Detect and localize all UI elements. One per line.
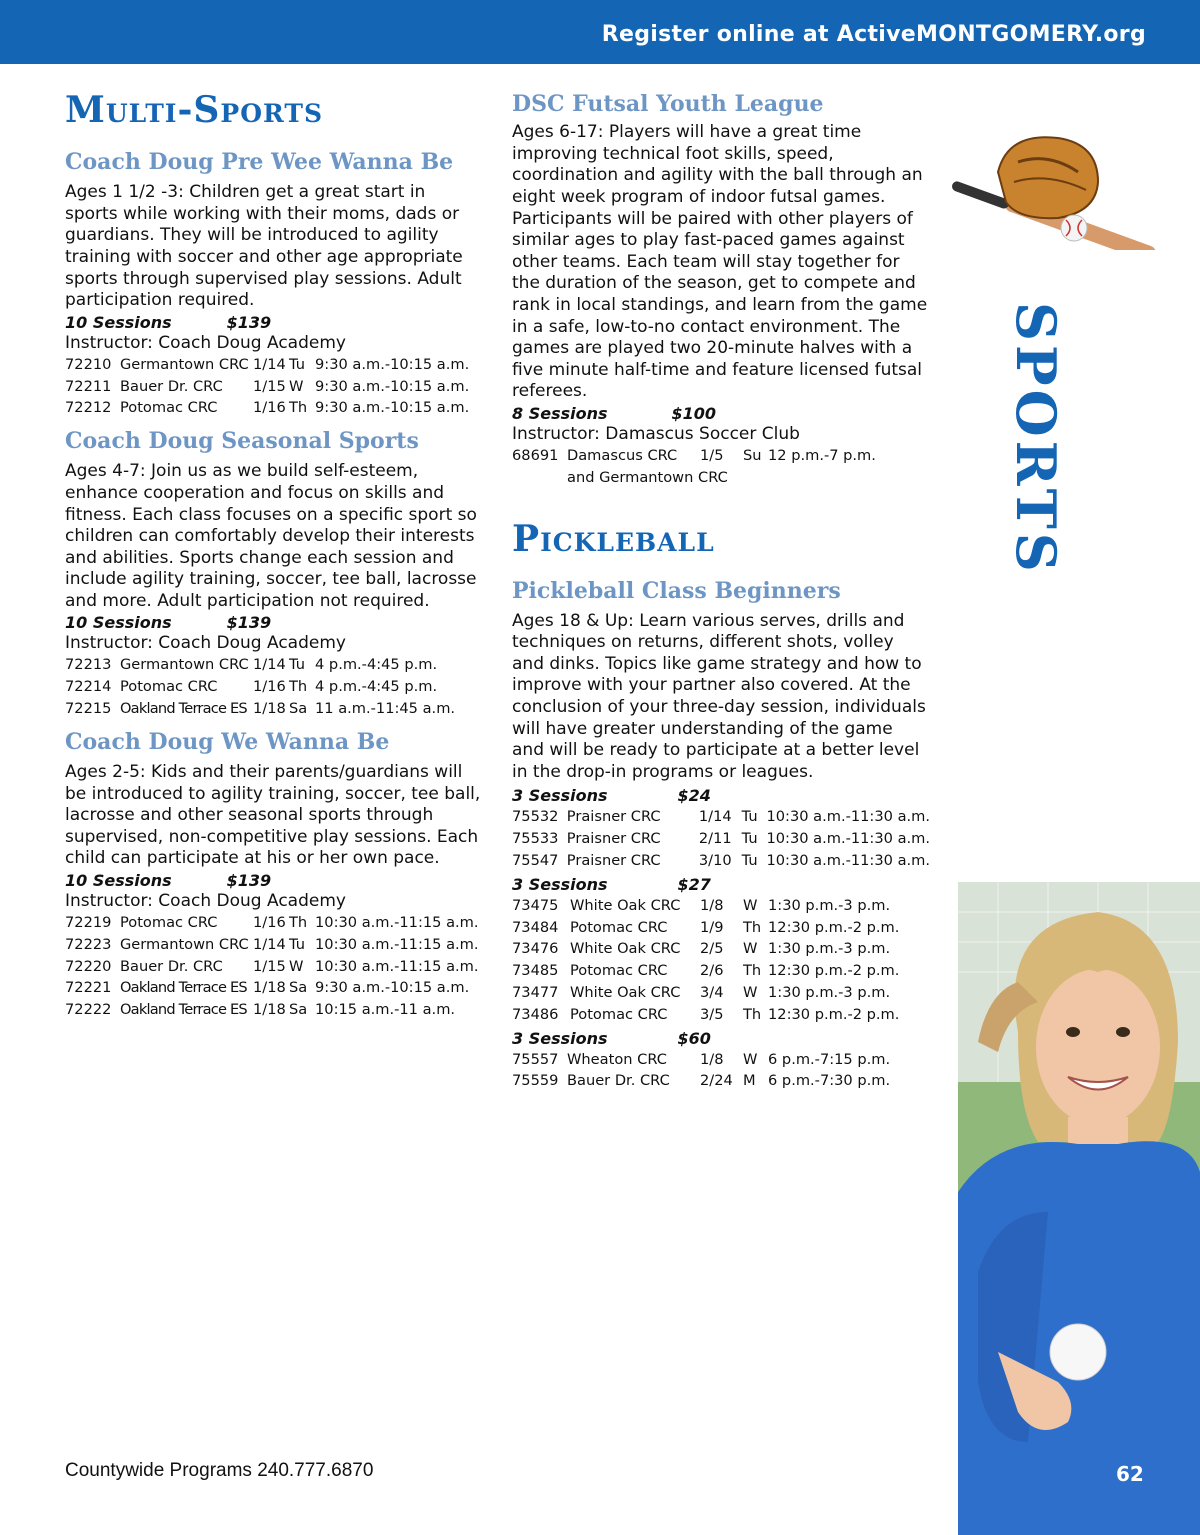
price: $100 bbox=[671, 403, 717, 423]
time: 1:30 p.m.-3 p.m. bbox=[768, 896, 891, 914]
table-row[interactable] bbox=[512, 850, 930, 872]
location: Bauer Dr. CRC bbox=[120, 377, 223, 395]
start-date: 1/14 bbox=[253, 656, 286, 674]
location: Praisner CRC bbox=[566, 852, 661, 870]
table-row[interactable] bbox=[512, 917, 899, 939]
schedule-table bbox=[512, 895, 899, 1026]
day: Tu bbox=[289, 656, 305, 674]
start-date: 1/16 bbox=[253, 678, 286, 696]
program-seasonal-sports bbox=[65, 429, 483, 720]
session-price-line bbox=[512, 785, 930, 806]
course-number: 72210 bbox=[65, 355, 112, 373]
start-date: 2/11 bbox=[698, 830, 732, 848]
location: Potomac CRC bbox=[120, 914, 218, 932]
start-date: 1/18 bbox=[253, 700, 286, 718]
session-count: 3 Sessions bbox=[512, 786, 608, 806]
day: M bbox=[743, 1072, 756, 1090]
start-date: 1/15 bbox=[253, 377, 286, 395]
course-number: 73484 bbox=[512, 918, 559, 936]
day: Th bbox=[743, 1005, 762, 1023]
session-price-line bbox=[65, 612, 483, 633]
course-number: 75532 bbox=[512, 808, 559, 826]
start-date: 1/5 bbox=[700, 446, 724, 464]
table-row[interactable] bbox=[512, 828, 930, 850]
location: Damascus CRC bbox=[567, 446, 678, 464]
futsal-pickleball-column bbox=[512, 92, 930, 1092]
day: Tu bbox=[741, 852, 758, 870]
session-count: 10 Sessions bbox=[65, 613, 172, 633]
day: Th bbox=[289, 914, 308, 932]
table-row[interactable] bbox=[512, 895, 899, 917]
side-label-text: SPORTS bbox=[1004, 302, 1068, 576]
time: 10:30 a.m.-11:15 a.m. bbox=[315, 914, 479, 932]
start-date: 1/8 bbox=[700, 1050, 724, 1068]
table-row[interactable] bbox=[512, 1070, 890, 1092]
schedule-table bbox=[512, 1049, 890, 1093]
program-title: DSC Futsal Youth League bbox=[512, 91, 824, 117]
table-row[interactable] bbox=[512, 1004, 899, 1026]
table-row[interactable] bbox=[512, 960, 899, 982]
location: White Oak CRC bbox=[570, 896, 681, 914]
course-number: 72214 bbox=[65, 678, 112, 696]
time: 12 p.m.-7 p.m. bbox=[768, 446, 876, 464]
course-number: 72213 bbox=[65, 656, 112, 674]
course-number: 73486 bbox=[512, 1005, 559, 1023]
pickleball-section bbox=[512, 517, 930, 1093]
instructor: Instructor: Coach Doug Academy bbox=[65, 332, 346, 353]
session-price-line bbox=[65, 870, 483, 891]
time: 12:30 p.m.-2 p.m. bbox=[768, 1005, 900, 1023]
header-bar bbox=[0, 0, 1200, 64]
start-date: 1/8 bbox=[700, 896, 724, 914]
program-title: Coach Doug Seasonal Sports bbox=[65, 428, 419, 455]
schedule-table bbox=[65, 654, 455, 719]
program-futsal bbox=[512, 92, 930, 489]
price: $139 bbox=[226, 613, 272, 633]
schedule-table bbox=[512, 445, 876, 489]
session-count: 10 Sessions bbox=[65, 312, 172, 332]
location: Potomac CRC bbox=[120, 678, 218, 696]
course-number: 73475 bbox=[512, 896, 559, 914]
table-row[interactable] bbox=[512, 1049, 890, 1071]
day: Sa bbox=[289, 1001, 308, 1019]
location: Germantown CRC bbox=[120, 656, 249, 674]
start-date: 1/18 bbox=[253, 979, 286, 997]
time: 1:30 p.m.-3 p.m. bbox=[768, 984, 891, 1002]
register-link[interactable]: Register online at ActiveMONTGOMERY.org bbox=[601, 22, 1146, 47]
instructor: Instructor: Coach Doug Academy bbox=[65, 891, 346, 912]
day: Tu bbox=[741, 830, 758, 848]
course-number: 75559 bbox=[512, 1072, 559, 1090]
location-continuation: and Germantown CRC bbox=[567, 468, 728, 486]
location: Potomac CRC bbox=[570, 1005, 668, 1023]
day: Tu bbox=[289, 355, 305, 373]
course-number: 73477 bbox=[512, 984, 559, 1002]
location: Potomac CRC bbox=[120, 399, 218, 417]
time: 9:30 a.m.-10:15 a.m. bbox=[315, 355, 470, 373]
table-row[interactable] bbox=[65, 977, 479, 999]
program-title: Pickleball Class Beginners bbox=[512, 577, 841, 604]
program-description: Ages 6-17: Players will have a great time improving technical foot skills, speed, coordination and agility with the ball through an eight week program of indoor futsal games. Participants will be paired with other players of similar ages to play fast-paced games against other teams. Each team will stay together for the duration of the season, get to compete and rank in local standings, and learn from the game in a safe, low-to-no contact environment. The games are played two 20-minute halves with a five minute half-time and feature licensed futsal referees. bbox=[512, 122, 928, 402]
time: 10:30 a.m.-11:15 a.m. bbox=[315, 935, 479, 953]
program-title: Coach Doug We Wanna Be bbox=[65, 728, 390, 755]
day: W bbox=[743, 940, 758, 958]
session-price-line bbox=[65, 312, 483, 333]
time: 10:30 a.m.-11:30 a.m. bbox=[766, 808, 930, 826]
start-date: 3/10 bbox=[698, 852, 732, 870]
location: Bauer Dr. CRC bbox=[120, 957, 223, 975]
instructor: Instructor: Coach Doug Academy bbox=[65, 633, 346, 654]
location: Praisner CRC bbox=[566, 808, 661, 826]
footer-contact: Countywide Programs 240.777.6870 bbox=[65, 1460, 374, 1481]
table-row[interactable] bbox=[65, 934, 479, 956]
multi-sports-column bbox=[65, 89, 483, 1021]
time: 1:30 p.m.-3 p.m. bbox=[768, 940, 891, 958]
table-row[interactable] bbox=[65, 676, 455, 698]
day: W bbox=[743, 896, 758, 914]
table-row[interactable] bbox=[512, 938, 899, 960]
session-count: 3 Sessions bbox=[512, 1028, 608, 1048]
time: 10:30 a.m.-11:15 a.m. bbox=[315, 957, 479, 975]
table-row[interactable] bbox=[65, 999, 479, 1021]
day: Tu bbox=[741, 808, 758, 826]
course-number: 68691 bbox=[512, 446, 559, 464]
day: W bbox=[743, 1050, 758, 1068]
time: 6 p.m.-7:15 p.m. bbox=[768, 1050, 891, 1068]
time: 6 p.m.-7:30 p.m. bbox=[768, 1072, 891, 1090]
price: $60 bbox=[677, 1028, 711, 1048]
course-number: 75557 bbox=[512, 1050, 559, 1068]
start-date: 3/5 bbox=[700, 1005, 724, 1023]
schedule-table bbox=[65, 912, 479, 1021]
course-number: 75533 bbox=[512, 830, 559, 848]
table-row[interactable] bbox=[65, 354, 469, 376]
course-number: 75547 bbox=[512, 852, 559, 870]
session-count: 8 Sessions bbox=[512, 403, 608, 423]
table-row[interactable] bbox=[512, 982, 899, 1004]
location: Praisner CRC bbox=[566, 830, 661, 848]
day: Th bbox=[743, 918, 762, 936]
start-date: 1/14 bbox=[698, 808, 732, 826]
day: Sa bbox=[289, 979, 308, 997]
table-row bbox=[512, 467, 876, 489]
start-date: 3/4 bbox=[700, 984, 724, 1002]
program-pre-wee bbox=[65, 150, 483, 419]
time: 10:30 a.m.-11:30 a.m. bbox=[766, 830, 930, 848]
location: Oakland Terrace ES bbox=[120, 979, 247, 997]
course-number: 72219 bbox=[65, 914, 112, 932]
day: W bbox=[743, 984, 758, 1002]
day: Th bbox=[289, 399, 308, 417]
location: Bauer Dr. CRC bbox=[567, 1072, 670, 1090]
day: Th bbox=[743, 962, 762, 980]
location: Oakland Terrace ES bbox=[120, 700, 247, 718]
location: Germantown CRC bbox=[120, 355, 249, 373]
price: $139 bbox=[226, 312, 272, 332]
location: White Oak CRC bbox=[570, 984, 681, 1002]
table-row[interactable] bbox=[65, 912, 479, 934]
page-number: 62 bbox=[1116, 1462, 1144, 1486]
program-description: Ages 18 & Up: Learn various serves, drills and techniques on returns, different shots, volley and dinks. Topics like game strategy and how to improve with your partner also covered. At the conclusion of your three-day session, individuals will have greater understanding of the game and will be ready to participate at a better level in the drop-in programs or leagues. bbox=[512, 610, 926, 782]
time: 9:30 a.m.-10:15 a.m. bbox=[315, 979, 470, 997]
start-date: 2/6 bbox=[700, 962, 724, 980]
location: Wheaton CRC bbox=[567, 1050, 667, 1068]
program-we-wanna-be bbox=[65, 730, 483, 1021]
start-date: 1/14 bbox=[253, 935, 286, 953]
location: Potomac CRC bbox=[570, 962, 668, 980]
start-date: 2/5 bbox=[700, 940, 724, 958]
time: 12:30 p.m.-2 p.m. bbox=[768, 962, 900, 980]
course-number: 72220 bbox=[65, 957, 112, 975]
time: 9:30 a.m.-10:15 a.m. bbox=[315, 399, 470, 417]
course-number: 72215 bbox=[65, 700, 112, 718]
table-row[interactable] bbox=[65, 376, 469, 398]
day: Su bbox=[743, 446, 762, 464]
table-row[interactable] bbox=[65, 654, 455, 676]
start-date: 2/24 bbox=[700, 1072, 733, 1090]
price: $139 bbox=[226, 871, 272, 891]
day: W bbox=[289, 377, 304, 395]
course-number: 72223 bbox=[65, 935, 112, 953]
section-title-pickleball: Pickleball bbox=[512, 517, 715, 560]
section-title-multi-sports: Multi-Sports bbox=[65, 89, 323, 131]
session-price-line bbox=[512, 874, 930, 895]
course-number: 73476 bbox=[512, 940, 559, 958]
table-row[interactable] bbox=[512, 445, 876, 467]
time: 12:30 p.m.-2 p.m. bbox=[768, 918, 900, 936]
day: Tu bbox=[289, 935, 305, 953]
location: Potomac CRC bbox=[570, 918, 668, 936]
session-count: 3 Sessions bbox=[512, 874, 608, 894]
course-number: 72211 bbox=[65, 377, 112, 395]
time: 4 p.m.-4:45 p.m. bbox=[315, 678, 438, 696]
session-price-line bbox=[512, 1028, 930, 1049]
day: Sa bbox=[289, 700, 308, 718]
course-number: 72212 bbox=[65, 399, 112, 417]
table-row[interactable] bbox=[65, 956, 479, 978]
start-date: 1/15 bbox=[253, 957, 286, 975]
location: White Oak CRC bbox=[570, 940, 681, 958]
table-row[interactable] bbox=[65, 397, 469, 419]
instructor: Instructor: Damascus Soccer Club bbox=[512, 423, 800, 444]
program-description: Ages 2-5: Kids and their parents/guardians will be introduced to agility training, soccer, tee ball, lacrosse and other seasonal sports through supervised, non-competitive play sessions. Each child can participate at his or her own pace. bbox=[65, 762, 481, 869]
program-description: Ages 4-7: Join us as we build self-esteem, enhance cooperation and focus on skills and fitness. Each class focuses on a specific sport so children can comfortably develop their interests and abilities. Sports change each session and include agility training, soccer, tee ball, lacrosse and more. Adult participation not required. bbox=[65, 461, 477, 611]
day: W bbox=[289, 957, 304, 975]
start-date: 1/16 bbox=[253, 914, 286, 932]
schedule-table bbox=[512, 806, 930, 871]
start-date: 1/14 bbox=[253, 355, 286, 373]
course-number: 72222 bbox=[65, 1001, 112, 1019]
location: Germantown CRC bbox=[120, 935, 249, 953]
start-date: 1/18 bbox=[253, 1001, 286, 1019]
start-date: 1/16 bbox=[253, 399, 286, 417]
program-description: Ages 1 1/2 -3: Children get a great start in sports while working with their moms, dads or guardians. They will be introduced to agility training with soccer and other age appropriate sports through supervised play sessions. Adult participation required. bbox=[65, 182, 463, 311]
session-count: 10 Sessions bbox=[65, 871, 172, 891]
schedule-table bbox=[65, 354, 469, 419]
session-price-line bbox=[512, 403, 930, 424]
location: Oakland Terrace ES bbox=[120, 1001, 247, 1019]
price: $24 bbox=[677, 786, 711, 806]
price: $27 bbox=[677, 874, 711, 894]
side-label bbox=[988, 302, 1078, 576]
day: Th bbox=[289, 678, 308, 696]
girl-soccer-photo bbox=[958, 882, 1200, 1535]
time: 9:30 a.m.-10:15 a.m. bbox=[315, 377, 470, 395]
course-number: 72221 bbox=[65, 979, 112, 997]
time: 11 a.m.-11:45 a.m. bbox=[315, 700, 456, 718]
table-row[interactable] bbox=[512, 806, 930, 828]
time: 10:15 a.m.-11 a.m. bbox=[315, 1001, 456, 1019]
time: 4 p.m.-4:45 p.m. bbox=[315, 656, 438, 674]
course-number: 73485 bbox=[512, 962, 559, 980]
table-row[interactable] bbox=[65, 698, 455, 720]
program-title: Coach Doug Pre Wee Wanna Be bbox=[65, 149, 454, 175]
start-date: 1/9 bbox=[700, 918, 724, 936]
baseball-glove-illustration bbox=[948, 132, 1162, 250]
time: 10:30 a.m.-11:30 a.m. bbox=[766, 852, 930, 870]
